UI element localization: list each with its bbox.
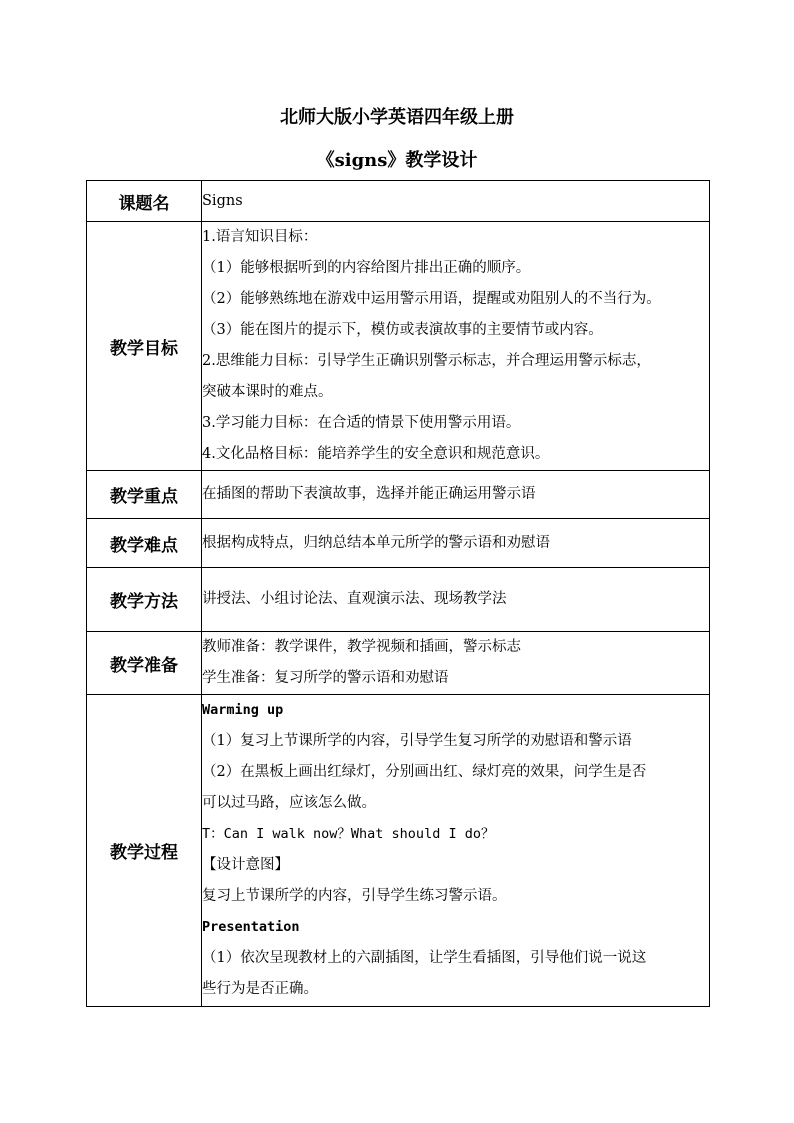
- content-line: 教师准备：教学课件，教学视频和插画，警示标志: [202, 639, 521, 655]
- row-content-process: [202, 695, 710, 1007]
- row-content-objectives: [202, 222, 710, 471]
- content-line: 1.语言知识目标：: [202, 229, 318, 245]
- content-line: 突破本课时的难点。: [202, 384, 333, 400]
- row-content-methods: [202, 568, 710, 632]
- table-row: [87, 471, 710, 519]
- table-row: [87, 632, 710, 695]
- content-line: Signs: [202, 192, 243, 209]
- row-label-difficulties: 教学难点: [87, 519, 202, 568]
- content-line: （2）能够熟练地在游戏中运用警示用语，提醒或劝阻别人的不当行为。: [202, 291, 661, 307]
- content-line: 2.思维能力目标：引导学生正确识别警示标志，并合理运用警示标志，: [202, 353, 651, 369]
- document-title: 北师大版小学英语四年级上册: [280, 107, 514, 128]
- content-line: T：Can I walk now？What should I do？: [202, 826, 495, 842]
- content-line: （1）能够根据听到的内容给图片排出正确的顺序。: [202, 260, 531, 276]
- row-label-topic: 课题名: [87, 181, 202, 222]
- row-label-process: 教学过程: [87, 695, 202, 1007]
- table-row: [87, 181, 710, 222]
- document-subtitle: 《signs》教学设计: [316, 150, 478, 171]
- content-line: 根据构成特点，归纳总结本单元所学的警示语和劝慰语: [202, 534, 550, 551]
- row-label-preparation: 教学准备: [87, 632, 202, 695]
- section-heading: Presentation: [202, 919, 300, 935]
- content-line: 复习上节课所学的内容，引导学生练习警示语。: [202, 888, 507, 904]
- content-line: （1）依次呈现教材上的六副插图，让学生看插图，引导他们说一说这: [202, 950, 647, 966]
- content-line: 些行为是否正确。: [202, 981, 318, 997]
- row-label-methods: 教学方法: [87, 568, 202, 632]
- lesson-plan-table: [86, 180, 710, 1007]
- table-row: [87, 222, 710, 471]
- row-label-key-points: 教学重点: [87, 471, 202, 519]
- row-content-preparation: [202, 632, 710, 695]
- content-line: 3.学习能力目标：在合适的情景下使用警示用语。: [202, 415, 521, 431]
- content-line: （2）在黑板上画出红绿灯，分别画出红、绿灯亮的效果，问学生是否: [202, 764, 647, 780]
- content-line: 4.文化品格目标：能培养学生的安全意识和规范意识。: [202, 446, 550, 462]
- row-label-objectives: 教学目标: [87, 222, 202, 471]
- content-line: （1）复习上节课所学的内容，引导学生复习所学的劝慰语和警示语: [202, 733, 632, 749]
- row-content-key-points: [202, 471, 710, 519]
- content-line: 学生准备：复习所学的警示语和劝慰语: [202, 670, 449, 686]
- section-heading: Warming up: [202, 702, 284, 718]
- content-line: 在插图的帮助下表演故事，选择并能正确运用警示语: [202, 486, 536, 502]
- table-row: [87, 519, 710, 568]
- content-line: 【设计意图】: [202, 857, 289, 873]
- row-content-difficulties: [202, 519, 710, 568]
- table-row: [87, 568, 710, 632]
- content-line: （3）能在图片的提示下，模仿或表演故事的主要情节或内容。: [202, 322, 603, 338]
- row-content-topic: [202, 181, 710, 222]
- content-line: 可以过马路，应该怎么做。: [202, 795, 376, 811]
- table-row: [87, 695, 710, 1007]
- content-line: 讲授法、小组讨论法、直观演示法、现场教学法: [202, 591, 507, 607]
